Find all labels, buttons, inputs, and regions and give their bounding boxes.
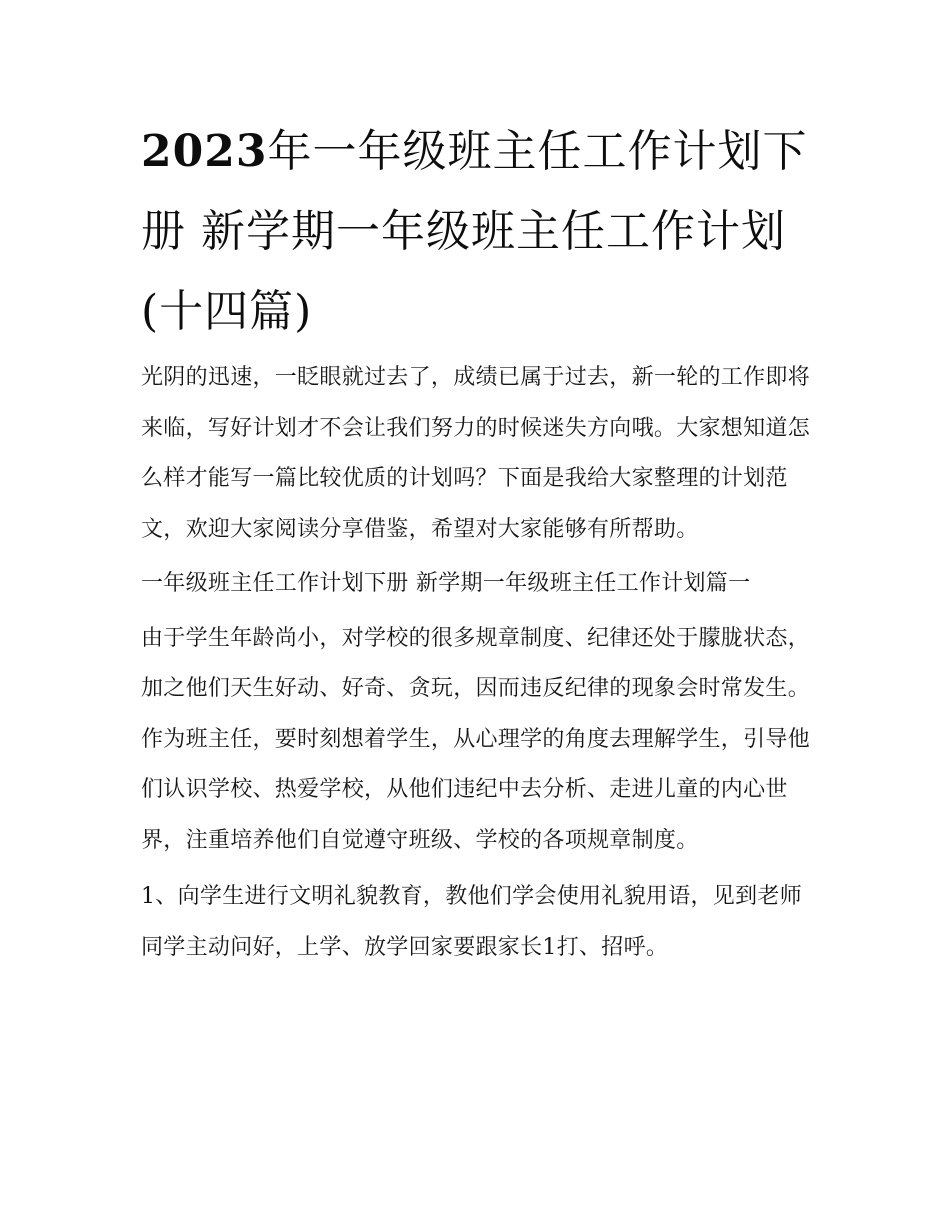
section-heading: 一年级班主任工作计划下册 新学期一年级班主任工作计划篇一 xyxy=(141,571,751,596)
title-year: 2023 xyxy=(141,126,268,177)
title-text: 年一年级班主任工作计划下册 新学期一年级班主任工作计划(十四篇) xyxy=(141,126,808,337)
document-title xyxy=(141,112,821,352)
list-item: 1、向学生进行文明礼貌教育，教他们学会使用礼貌用语，见到老师同学主动问好，上学、放学回家要跟家长1打、招呼。 xyxy=(141,884,802,960)
document-content xyxy=(141,112,821,973)
intro-paragraph: 光阴的迅速，一眨眼就过去了，成绩已属于过去，新一轮的工作即将来临，写好计划才不会让我们努力的时候迷失方向哦。大家想知道怎么样才能写一篇比较优质的计划吗？下面是我给大家整理的计划范文，欢迎大家阅读分享借鉴，希望对大家能够有所帮助。 xyxy=(141,365,811,542)
body-paragraph: 由于学生年龄尚小，对学校的很多规章制度、纪律还处于朦胧状态，加之他们天生好动、好奇、贪玩，因而违反纪律的现象会时常发生。作为班主任，要时刻想着学生，从心理学的角度去理解学生，引导他们认识学校、热爱学校，从他们违纪中去分析、走进儿童的内心世界，注重培养他们自觉遵守班级、学校的各项规章制度。 xyxy=(141,625,811,853)
